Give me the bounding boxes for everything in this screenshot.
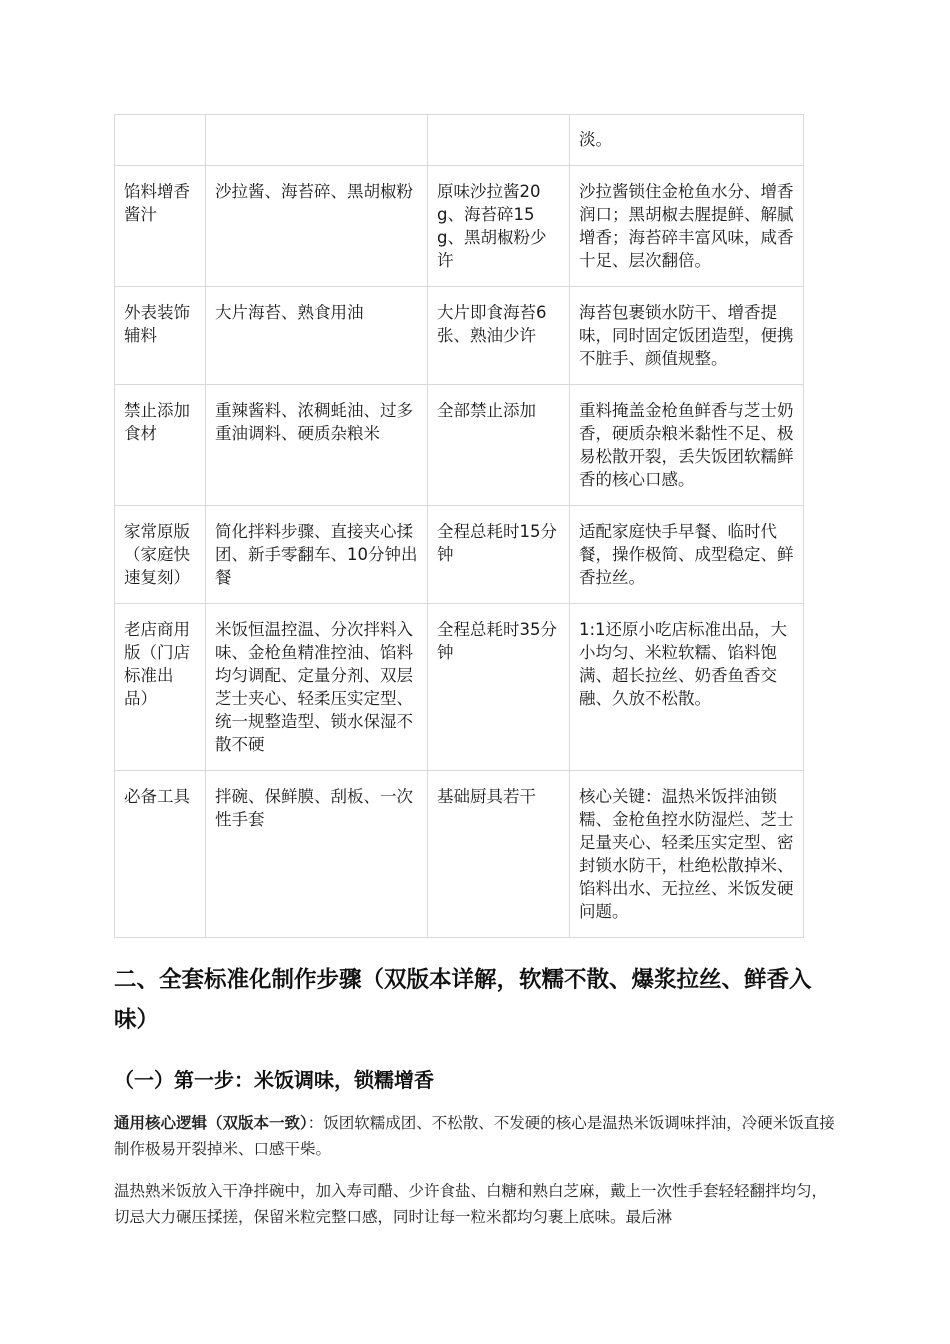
- table-cell: 全程总耗时35分钟: [428, 604, 570, 771]
- paragraph-core-logic: [114, 1110, 838, 1162]
- paragraph-lead-bold: 通用核心逻辑（双版本一致）: [114, 1114, 308, 1132]
- table-body: [115, 115, 804, 938]
- table-cell: 沙拉酱锁住金枪鱼水分、增香润口；黑胡椒去腥提鲜、解腻增香；海苔碎丰富风味，咸香十足、层次翻倍。: [570, 166, 804, 287]
- table-cell: 适配家庭快手早餐、临时代餐，操作极简、成型稳定、鲜香拉丝。: [570, 506, 804, 604]
- table-cell: 米饭恒温控温、分次拌料入味、金枪鱼精准控油、馅料均匀调配、定量分剂、双层芝士夹心、轻柔压实定型、统一规整造型、锁水保湿不散不硬: [206, 604, 428, 771]
- table-row: [115, 115, 804, 166]
- section-heading: 二、全套标准化制作步骤（双版本详解，软糯不散、爆浆拉丝、鲜香入味）: [114, 967, 812, 1033]
- table-cell: 拌碗、保鲜膜、刮板、一次性手套: [206, 771, 428, 938]
- table-row: [115, 604, 804, 771]
- table-row: [115, 385, 804, 506]
- table-cell: 馅料增香酱汁: [115, 166, 206, 287]
- table-cell: 外表装饰辅料: [115, 287, 206, 385]
- table-cell: 大片即食海苔6张、熟油少许: [428, 287, 570, 385]
- table-cell: 禁止添加食材: [115, 385, 206, 506]
- table-cell: [428, 115, 570, 166]
- table-cell: 核心关键：温热米饭拌油锁糯、金枪鱼控水防湿烂、芝士足量夹心、轻柔压实定型、密封锁水防干，杜绝松散掉米、馅料出水、无拉丝、米饭发硬问题。: [570, 771, 804, 938]
- subsection-heading: （一）第一步：米饭调味，锁糯增香: [114, 1068, 434, 1092]
- table-cell: 家常原版（家庭快速复刻）: [115, 506, 206, 604]
- table-cell: 原味沙拉酱20g、海苔碎15g、黑胡椒粉少许: [428, 166, 570, 287]
- table-cell: [206, 115, 428, 166]
- table-row: [115, 287, 804, 385]
- table-cell: 老店商用版（门店标准出品）: [115, 604, 206, 771]
- table-cell: 基础厨具若干: [428, 771, 570, 938]
- table-row: [115, 771, 804, 938]
- table-cell: 重辣酱料、浓稠蚝油、过多重油调料、硬质杂粮米: [206, 385, 428, 506]
- table-cell: 简化拌料步骤、直接夹心揉团、新手零翻车、10分钟出餐: [206, 506, 428, 604]
- table-row: [115, 506, 804, 604]
- table-row: [115, 166, 804, 287]
- table-cell: 1:1还原小吃店标准出品，大小均匀、米粒软糯、馅料饱满、超长拉丝、奶香鱼香交融、久放不松散。: [570, 604, 804, 771]
- table-cell: 沙拉酱、海苔碎、黑胡椒粉: [206, 166, 428, 287]
- table-cell: 大片海苔、熟食用油: [206, 287, 428, 385]
- table-cell: 淡。: [570, 115, 804, 166]
- ingredients-table: [114, 114, 804, 938]
- table-cell: 海苔包裹锁水防干、增香提味，同时固定饭团造型，便携不脏手、颜值规整。: [570, 287, 804, 385]
- table-cell: 全部禁止添加: [428, 385, 570, 506]
- table-cell: [115, 115, 206, 166]
- table-cell: 全程总耗时15分钟: [428, 506, 570, 604]
- table-cell: 必备工具: [115, 771, 206, 938]
- table-cell: 重料掩盖金枪鱼鲜香与芝士奶香，硬质杂粮米黏性不足、极易松散开裂，丢失饭团软糯鲜香的核心口感。: [570, 385, 804, 506]
- paragraph-steps: 温热熟米饭放入干净拌碗中，加入寿司醋、少许食盐、白糖和熟白芝麻，戴上一次性手套轻轻翻拌均匀，切忌大力碾压揉搓，保留米粒完整口感，同时让每一粒米都均匀裹上底味。最后淋: [114, 1182, 828, 1226]
- paragraph-body: ：饭团软糯成团、不松散、不发硬的核心是温热米饭调味拌油，冷硬米饭直接制作极易开裂掉米、口感干柴。: [114, 1114, 835, 1158]
